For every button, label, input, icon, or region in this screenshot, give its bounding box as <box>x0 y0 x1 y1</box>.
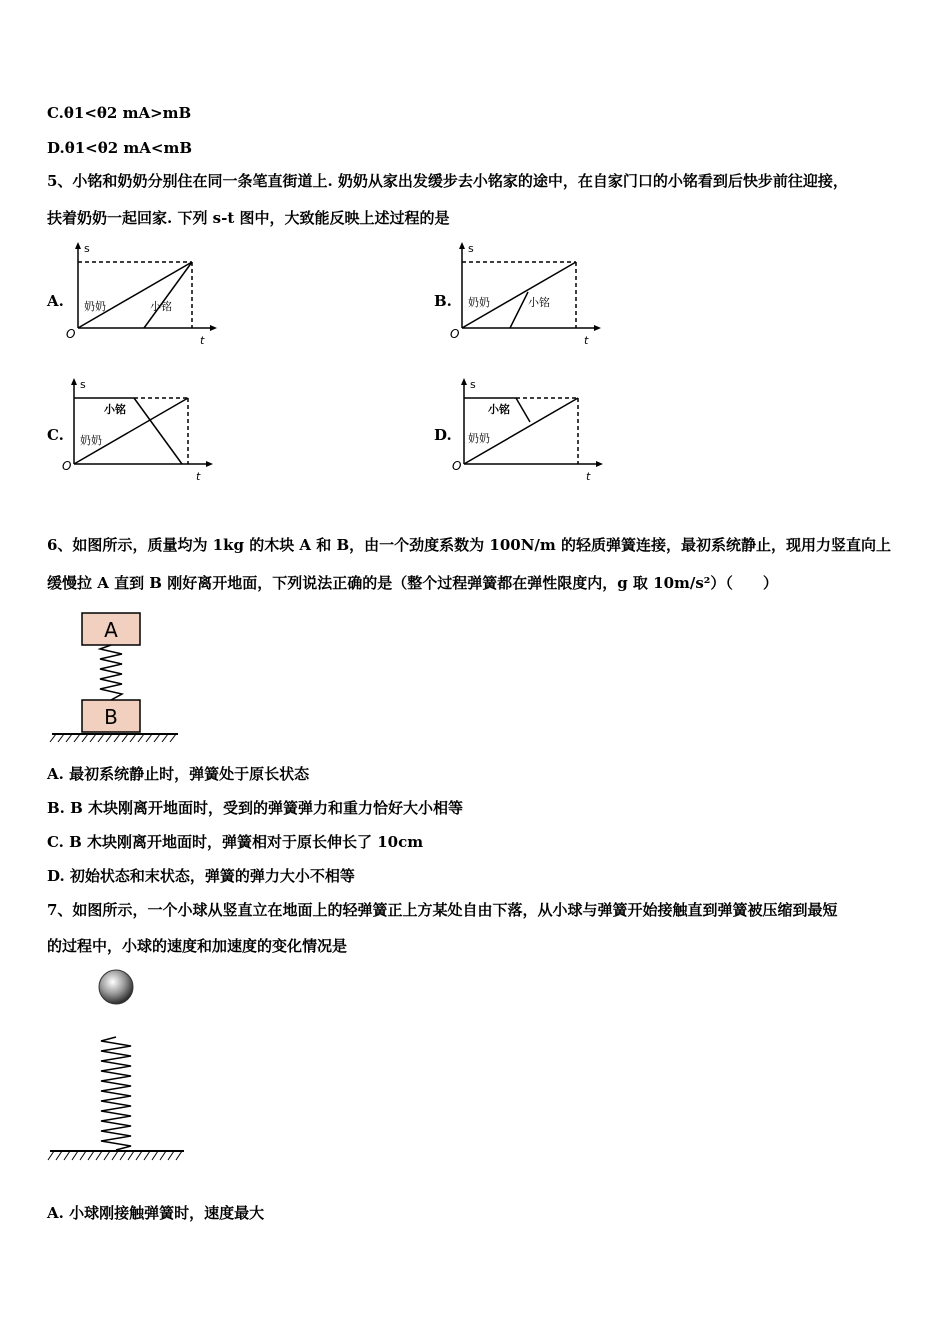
graph-c <box>60 376 220 486</box>
graph-d-xiaoming-label: 小铭 <box>488 403 510 416</box>
graph-a-t-label: t <box>200 334 205 347</box>
spring-ab <box>100 645 122 700</box>
vertical-spring <box>101 1037 131 1150</box>
graph-c-grandma-label: 奶奶 <box>80 434 102 447</box>
graph-a-origin: O <box>66 327 76 341</box>
q6-option-b: B. B 木块刚离开地面时，受到的弹簧弹力和重力恰好大小相等 <box>47 799 464 817</box>
graph-c-s-label: s <box>80 378 86 391</box>
q6-option-a: A. 最初系统静止时，弹簧处于原长状态 <box>47 765 310 783</box>
ball <box>99 970 133 1004</box>
graph-a-s-label: s <box>84 242 90 255</box>
q7-text-line1: 7、如图所示，一个小球从竖直立在地面上的轻弹簧正上方某处自由下落，从小球与弹簧开始接触直到弹簧被压缩到最短 <box>47 901 838 919</box>
graph-c-xiaoming-label: 小铭 <box>104 403 126 416</box>
graph-c-label: C. <box>47 426 64 444</box>
graph-b-label: B. <box>434 292 452 310</box>
graph-d-s-label: s <box>470 378 476 391</box>
block-a-label: A <box>104 618 118 642</box>
graph-d-label: D. <box>434 426 452 444</box>
q5-text-line1: 5、小铭和奶奶分别住在同一条笔直街道上. 奶奶从家出发缓步去小铭家的途中，在自家门口的小铭看到后快步前往迎接， <box>47 172 848 190</box>
option-d-top: D.θ1<θ2 mA<mB <box>47 139 192 157</box>
graph-c-origin: O <box>62 459 72 473</box>
graph-b-t-label: t <box>584 334 589 347</box>
ground-hatch-2 <box>48 1151 182 1160</box>
graph-a-label: A. <box>47 292 64 310</box>
graph-a <box>62 240 222 350</box>
q7-option-a: A. 小球刚接触弹簧时，速度最大 <box>47 1204 265 1222</box>
graph-a-xiaoming-label: 小铭 <box>150 300 172 313</box>
graph-d-origin: O <box>452 459 462 473</box>
block-b-label: B <box>104 705 118 729</box>
graph-c-t-label: t <box>196 470 201 483</box>
graph-d-t-label: t <box>586 470 591 483</box>
q6-text-line1: 6、如图所示，质量均为 1kg 的木块 A 和 B，由一个劲度系数为 100N/m 的轻质弹簧连接，最初系统静止，现用力竖直向上 <box>47 536 892 554</box>
q6-option-d: D. 初始状态和末状态，弹簧的弹力大小不相等 <box>47 867 355 885</box>
spring-blocks-figure <box>48 610 188 750</box>
graph-b-origin: O <box>450 327 460 341</box>
q5-text-line2: 扶着奶奶一起回家. 下列 s-t 图中，大致能反映上述过程的是 <box>47 209 450 227</box>
graph-d <box>450 376 610 486</box>
graph-b-xiaoming-label: 小铭 <box>528 296 550 309</box>
ground-hatch <box>50 734 176 742</box>
q6-text-line2: 缓慢拉 A 直到 B 刚好离开地面，下列说法正确的是（整个过程弹簧都在弹性限度内，g 取 10m/s²）（ ） <box>47 574 778 592</box>
ball-spring-figure <box>46 965 196 1170</box>
q6-option-c: C. B 木块刚离开地面时，弹簧相对于原长伸长了 10cm <box>47 833 424 851</box>
option-c-top: C.θ1<θ2 mA>mB <box>47 104 192 122</box>
graph-b-s-label: s <box>468 242 474 255</box>
graph-a-grandma-label: 奶奶 <box>84 300 106 313</box>
graph-d-grandma-label: 奶奶 <box>468 432 490 445</box>
graph-b-grandma-label: 奶奶 <box>468 296 490 309</box>
graph-b <box>448 240 608 350</box>
q7-text-line2: 的过程中，小球的速度和加速度的变化情况是 <box>47 937 348 955</box>
